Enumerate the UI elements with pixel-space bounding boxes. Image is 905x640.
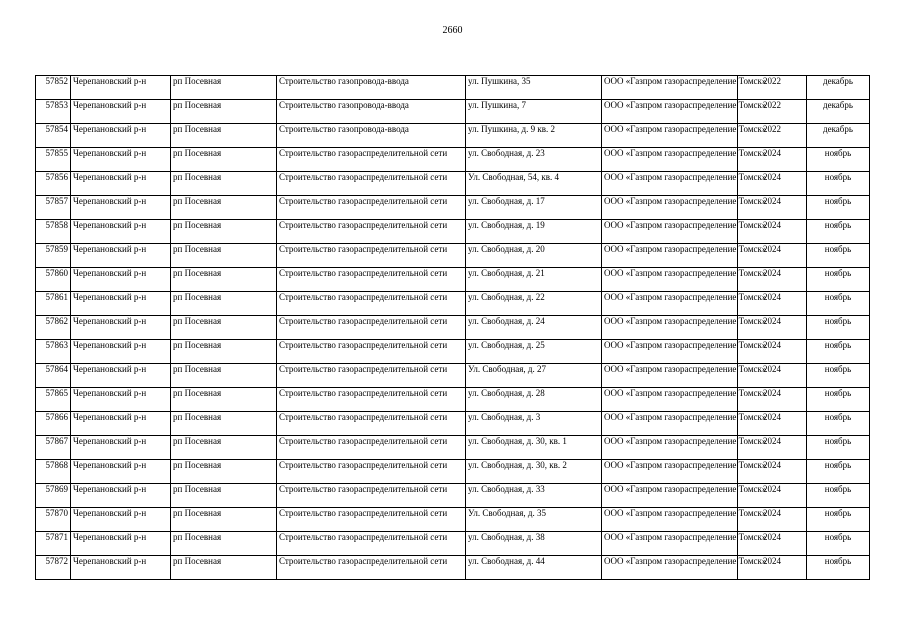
cell-settlement: рп Посевная: [171, 532, 277, 556]
cell-work-type: Строительство газораспределительной сети: [277, 508, 466, 532]
cell-work-type: Строительство газораспределительной сети: [277, 556, 466, 580]
cell-record-number: 57863: [36, 340, 71, 364]
cell-record-number: 57872: [36, 556, 71, 580]
cell-address: ул. Свободная, д. 21: [466, 268, 602, 292]
cell-year: 2024: [738, 172, 807, 196]
cell-organization: ООО «Газпром газораспределение Томск»: [602, 172, 738, 196]
cell-district: Черепановский р-н: [71, 436, 171, 460]
cell-settlement: рп Посевная: [171, 316, 277, 340]
cell-work-type: Строительство газораспределительной сети: [277, 316, 466, 340]
cell-address: ул. Свободная, д. 25: [466, 340, 602, 364]
cell-record-number: 57859: [36, 244, 71, 268]
cell-district: Черепановский р-н: [71, 340, 171, 364]
cell-record-number: 57864: [36, 364, 71, 388]
cell-record-number: 57858: [36, 220, 71, 244]
cell-work-type: Строительство газораспределительной сети: [277, 220, 466, 244]
cell-district: Черепановский р-н: [71, 100, 171, 124]
cell-organization: ООО «Газпром газораспределение Томск»: [602, 292, 738, 316]
cell-address: ул. Свободная, д. 38: [466, 532, 602, 556]
cell-record-number: 57871: [36, 532, 71, 556]
cell-work-type: Строительство газораспределительной сети: [277, 244, 466, 268]
cell-settlement: рп Посевная: [171, 556, 277, 580]
cell-year: 2024: [738, 412, 807, 436]
cell-record-number: 57861: [36, 292, 71, 316]
cell-year: 2024: [738, 364, 807, 388]
cell-district: Черепановский р-н: [71, 220, 171, 244]
cell-year: 2024: [738, 340, 807, 364]
cell-address: ул. Свободная, д. 3: [466, 412, 602, 436]
table-row: [36, 220, 870, 244]
table-row: [36, 316, 870, 340]
table-row: [36, 532, 870, 556]
cell-district: Черепановский р-н: [71, 364, 171, 388]
cell-work-type: Строительство газораспределительной сети: [277, 364, 466, 388]
table-row: [36, 172, 870, 196]
cell-district: Черепановский р-н: [71, 460, 171, 484]
cell-month: ноябрь: [807, 364, 870, 388]
cell-month: ноябрь: [807, 460, 870, 484]
cell-district: Черепановский р-н: [71, 556, 171, 580]
cell-settlement: рп Посевная: [171, 268, 277, 292]
cell-year: 2024: [738, 220, 807, 244]
cell-settlement: рп Посевная: [171, 412, 277, 436]
cell-settlement: рп Посевная: [171, 460, 277, 484]
cell-month: ноябрь: [807, 508, 870, 532]
table-row: [36, 556, 870, 580]
cell-year: 2022: [738, 76, 807, 100]
cell-organization: ООО «Газпром газораспределение Томск»: [602, 508, 738, 532]
table-row: [36, 460, 870, 484]
cell-settlement: рп Посевная: [171, 196, 277, 220]
table-row: [36, 124, 870, 148]
cell-address: ул. Свободная, д. 19: [466, 220, 602, 244]
cell-work-type: Строительство газораспределительной сети: [277, 436, 466, 460]
page-number: 2660: [442, 25, 463, 36]
cell-record-number: 57853: [36, 100, 71, 124]
table-row: [36, 148, 870, 172]
cell-organization: ООО «Газпром газораспределение Томск»: [602, 532, 738, 556]
cell-month: ноябрь: [807, 340, 870, 364]
cell-address: ул. Пушкина, 7: [466, 100, 602, 124]
cell-district: Черепановский р-н: [71, 316, 171, 340]
table-row: [36, 412, 870, 436]
cell-organization: ООО «Газпром газораспределение Томск»: [602, 244, 738, 268]
cell-organization: ООО «Газпром газораспределение Томск»: [602, 76, 738, 100]
table-row: [36, 436, 870, 460]
cell-district: Черепановский р-н: [71, 484, 171, 508]
table-row: [36, 100, 870, 124]
cell-year: 2022: [738, 124, 807, 148]
cell-work-type: Строительство газопровода-ввода: [277, 100, 466, 124]
cell-work-type: Строительство газораспределительной сети: [277, 148, 466, 172]
cell-address: Ул. Свободная, д. 35: [466, 508, 602, 532]
table-row: [36, 268, 870, 292]
cell-year: 2024: [738, 460, 807, 484]
table-row: [36, 292, 870, 316]
cell-year: 2024: [738, 244, 807, 268]
cell-month: декабрь: [807, 76, 870, 100]
cell-record-number: 57867: [36, 436, 71, 460]
cell-district: Черепановский р-н: [71, 244, 171, 268]
cell-record-number: 57857: [36, 196, 71, 220]
cell-month: ноябрь: [807, 412, 870, 436]
cell-month: ноябрь: [807, 268, 870, 292]
cell-district: Черепановский р-н: [71, 268, 171, 292]
cell-month: ноябрь: [807, 172, 870, 196]
cell-work-type: Строительство газораспределительной сети: [277, 484, 466, 508]
cell-organization: ООО «Газпром газораспределение Томск»: [602, 100, 738, 124]
cell-record-number: 57860: [36, 268, 71, 292]
cell-year: 2024: [738, 268, 807, 292]
cell-record-number: 57862: [36, 316, 71, 340]
cell-record-number: 57852: [36, 76, 71, 100]
cell-address: ул. Свободная, д. 24: [466, 316, 602, 340]
cell-work-type: Строительство газораспределительной сети: [277, 268, 466, 292]
cell-settlement: рп Посевная: [171, 508, 277, 532]
cell-settlement: рп Посевная: [171, 76, 277, 100]
cell-organization: ООО «Газпром газораспределение Томск»: [602, 316, 738, 340]
cell-address: ул. Свободная, д. 30, кв. 1: [466, 436, 602, 460]
cell-district: Черепановский р-н: [71, 148, 171, 172]
cell-year: 2024: [738, 436, 807, 460]
cell-organization: ООО «Газпром газораспределение Томск»: [602, 460, 738, 484]
cell-month: ноябрь: [807, 244, 870, 268]
cell-month: ноябрь: [807, 556, 870, 580]
cell-record-number: 57869: [36, 484, 71, 508]
cell-settlement: рп Посевная: [171, 340, 277, 364]
table-row: [36, 340, 870, 364]
registry-table: [35, 75, 870, 580]
cell-month: ноябрь: [807, 316, 870, 340]
cell-district: Черепановский р-н: [71, 76, 171, 100]
table-row: [36, 364, 870, 388]
cell-settlement: рп Посевная: [171, 124, 277, 148]
cell-settlement: рп Посевная: [171, 100, 277, 124]
table-row: [36, 196, 870, 220]
cell-year: 2024: [738, 196, 807, 220]
cell-work-type: Строительство газораспределительной сети: [277, 172, 466, 196]
cell-record-number: 57865: [36, 388, 71, 412]
cell-record-number: 57856: [36, 172, 71, 196]
cell-work-type: Строительство газораспределительной сети: [277, 292, 466, 316]
cell-address: ул. Свободная, д. 17: [466, 196, 602, 220]
cell-month: ноябрь: [807, 220, 870, 244]
cell-month: ноябрь: [807, 388, 870, 412]
cell-year: 2024: [738, 484, 807, 508]
cell-district: Черепановский р-н: [71, 412, 171, 436]
cell-settlement: рп Посевная: [171, 292, 277, 316]
cell-district: Черепановский р-н: [71, 292, 171, 316]
cell-settlement: рп Посевная: [171, 484, 277, 508]
cell-address: ул. Свободная, д. 28: [466, 388, 602, 412]
cell-settlement: рп Посевная: [171, 364, 277, 388]
cell-district: Черепановский р-н: [71, 172, 171, 196]
cell-year: 2024: [738, 148, 807, 172]
cell-address: ул. Свободная, д. 22: [466, 292, 602, 316]
cell-organization: ООО «Газпром газораспределение Томск»: [602, 436, 738, 460]
cell-organization: ООО «Газпром газораспределение Томск»: [602, 148, 738, 172]
cell-year: 2024: [738, 316, 807, 340]
cell-organization: ООО «Газпром газораспределение Томск»: [602, 268, 738, 292]
cell-address: ул. Пушкина, д. 9 кв. 2: [466, 124, 602, 148]
cell-year: 2024: [738, 532, 807, 556]
cell-record-number: 57854: [36, 124, 71, 148]
cell-month: ноябрь: [807, 196, 870, 220]
table-row: [36, 508, 870, 532]
cell-organization: ООО «Газпром газораспределение Томск»: [602, 196, 738, 220]
cell-month: ноябрь: [807, 484, 870, 508]
cell-month: ноябрь: [807, 532, 870, 556]
cell-work-type: Строительство газопровода-ввода: [277, 124, 466, 148]
cell-year: 2024: [738, 292, 807, 316]
cell-work-type: Строительство газораспределительной сети: [277, 340, 466, 364]
cell-organization: ООО «Газпром газораспределение Томск»: [602, 364, 738, 388]
cell-address: ул. Пушкина, 35: [466, 76, 602, 100]
cell-record-number: 57868: [36, 460, 71, 484]
cell-settlement: рп Посевная: [171, 148, 277, 172]
cell-work-type: Строительство газораспределительной сети: [277, 532, 466, 556]
cell-address: Ул. Свободная, 54, кв. 4: [466, 172, 602, 196]
cell-address: ул. Свободная, д. 30, кв. 2: [466, 460, 602, 484]
cell-district: Черепановский р-н: [71, 532, 171, 556]
cell-address: Ул. Свободная, д. 27: [466, 364, 602, 388]
cell-address: ул. Свободная, д. 44: [466, 556, 602, 580]
cell-month: декабрь: [807, 100, 870, 124]
cell-settlement: рп Посевная: [171, 172, 277, 196]
cell-address: ул. Свободная, д. 20: [466, 244, 602, 268]
cell-month: декабрь: [807, 124, 870, 148]
cell-district: Черепановский р-н: [71, 124, 171, 148]
cell-month: ноябрь: [807, 292, 870, 316]
cell-month: ноябрь: [807, 436, 870, 460]
cell-record-number: 57866: [36, 412, 71, 436]
cell-address: ул. Свободная, д. 23: [466, 148, 602, 172]
cell-work-type: Строительство газораспределительной сети: [277, 460, 466, 484]
cell-year: 2024: [738, 556, 807, 580]
cell-district: Черепановский р-н: [71, 508, 171, 532]
cell-work-type: Строительство газораспределительной сети: [277, 196, 466, 220]
cell-year: 2024: [738, 508, 807, 532]
cell-record-number: 57870: [36, 508, 71, 532]
cell-settlement: рп Посевная: [171, 244, 277, 268]
cell-address: ул. Свободная, д. 33: [466, 484, 602, 508]
table-row: [36, 484, 870, 508]
cell-organization: ООО «Газпром газораспределение Томск»: [602, 220, 738, 244]
table-row: [36, 76, 870, 100]
cell-organization: ООО «Газпром газораспределение Томск»: [602, 556, 738, 580]
table-row: [36, 244, 870, 268]
table-row: [36, 388, 870, 412]
cell-organization: ООО «Газпром газораспределение Томск»: [602, 124, 738, 148]
cell-work-type: Строительство газораспределительной сети: [277, 412, 466, 436]
cell-year: 2022: [738, 100, 807, 124]
cell-district: Черепановский р-н: [71, 196, 171, 220]
cell-organization: ООО «Газпром газораспределение Томск»: [602, 388, 738, 412]
cell-organization: ООО «Газпром газораспределение Томск»: [602, 412, 738, 436]
registry-body: [36, 76, 870, 580]
cell-settlement: рп Посевная: [171, 436, 277, 460]
cell-organization: ООО «Газпром газораспределение Томск»: [602, 340, 738, 364]
cell-year: 2024: [738, 388, 807, 412]
cell-work-type: Строительство газопровода-ввода: [277, 76, 466, 100]
cell-district: Черепановский р-н: [71, 388, 171, 412]
cell-work-type: Строительство газораспределительной сети: [277, 388, 466, 412]
cell-settlement: рп Посевная: [171, 388, 277, 412]
cell-settlement: рп Посевная: [171, 220, 277, 244]
cell-record-number: 57855: [36, 148, 71, 172]
cell-month: ноябрь: [807, 148, 870, 172]
cell-organization: ООО «Газпром газораспределение Томск»: [602, 484, 738, 508]
